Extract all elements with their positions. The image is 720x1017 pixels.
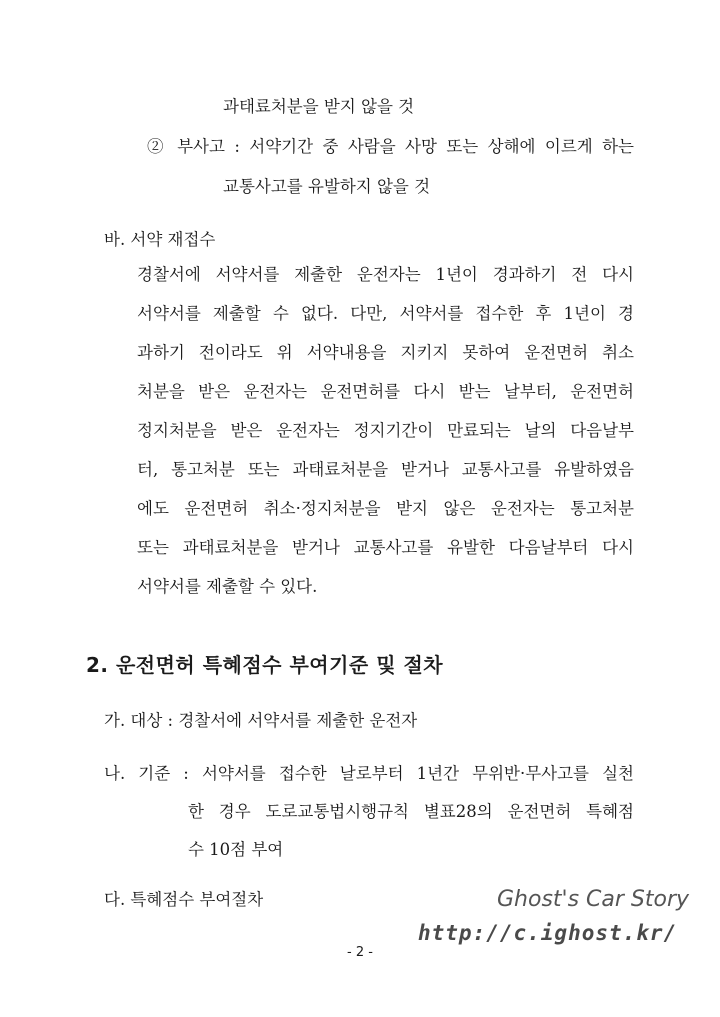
list-item: 가. 대상 : 경찰서에 서약서를 제출한 운전자 <box>104 711 418 730</box>
paragraph-line: 경찰서에 서약서를 제출한 운전자는 1년이 경과하기 전 다시 <box>137 265 634 284</box>
paragraph-line: 과하기 전이라도 위 서약내용을 지키지 못하여 운전면허 취소 <box>137 343 634 362</box>
list-item: 나. 기준 : 서약서를 접수한 날로부터 1년간 무위반·무사고를 실천 <box>104 764 634 783</box>
paragraph-line: 정지처분을 받은 운전자는 정지기간이 만료되는 날의 다음날부 <box>137 421 634 440</box>
paragraph-line: 처분을 받은 운전자는 운전면허를 다시 받는 날부터, 운전면허 <box>137 382 634 401</box>
paragraph-line: 서약서를 제출할 수 없다. 다만, 서약서를 접수한 후 1년이 경 <box>137 304 634 323</box>
list-item-continued: 한 경우 도로교통법시행규칙 별표28의 운전면허 특혜점 <box>188 802 634 821</box>
text-line: ② 부사고 : 서약기간 중 사람을 사망 또는 상해에 이르게 하는 <box>147 137 634 156</box>
paragraph-line: 터, 통고처분 또는 과태료처분을 받거나 교통사고를 유발하였음 <box>137 460 634 479</box>
watermark-title: Ghost's Car Story <box>497 887 690 912</box>
list-item-continued: 수 10점 부여 <box>188 840 284 859</box>
text-line: 과태료처분을 받지 않을 것 <box>223 97 415 116</box>
page-number: - 2 - <box>347 945 373 960</box>
section-subheading: 바. 서약 재접수 <box>104 230 216 249</box>
paragraph-line: 또는 과태료처분을 받거나 교통사고를 유발한 다음날부터 다시 <box>137 538 634 557</box>
paragraph-line: 에도 운전면허 취소·정지처분을 받지 않은 운전자는 통고처분 <box>137 499 634 518</box>
section-heading: 2. 운전면허 특혜점수 부여기준 및 절차 <box>86 653 444 677</box>
paragraph-line: 서약서를 제출할 수 있다. <box>137 577 318 596</box>
watermark-url: http://c.ighost.kr/ <box>418 921 678 945</box>
list-item: 다. 특혜점수 부여절차 <box>104 890 264 909</box>
text-line: 교통사고를 유발하지 않을 것 <box>223 177 431 196</box>
